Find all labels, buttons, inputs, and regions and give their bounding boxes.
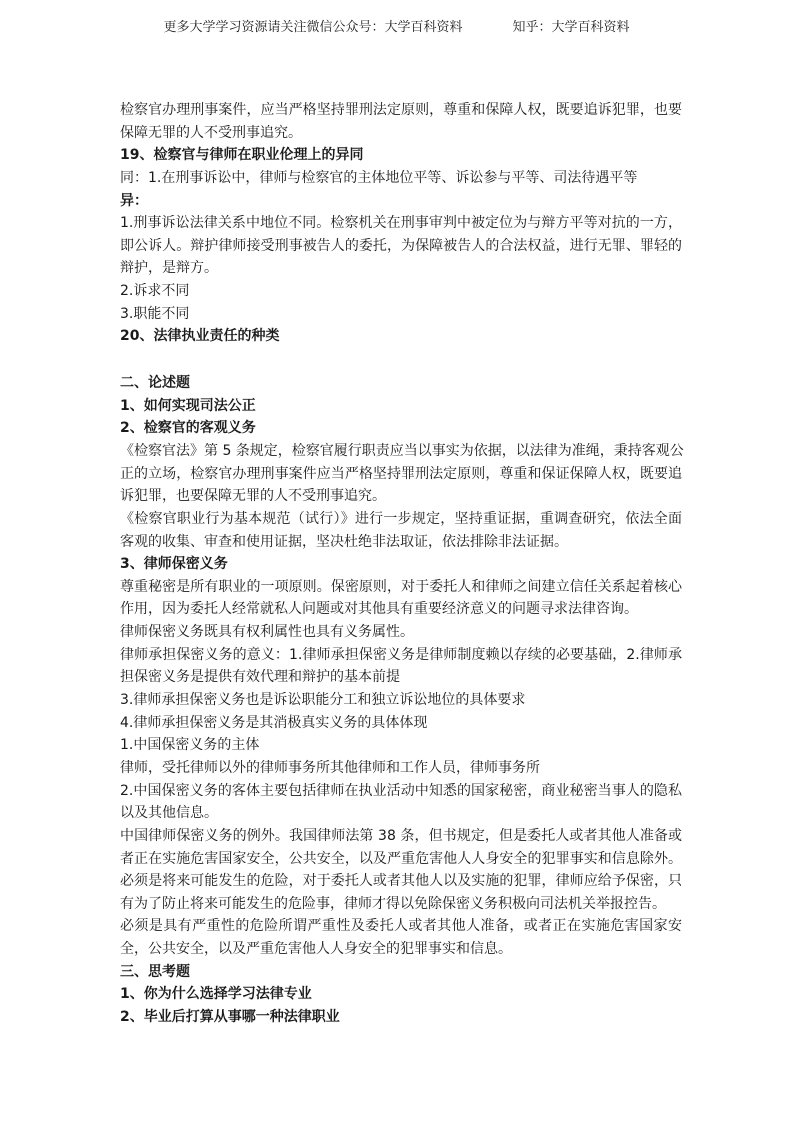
text-line: 客观的收集、审查和使用证据，坚决杜绝非法取证，依法排除非法证据。 <box>120 533 568 550</box>
section-heading <box>120 1006 682 1029</box>
paragraph <box>120 734 682 757</box>
text-line: 即公诉人。辩护律师接受刑事被告人的委托，为保障被告人的合法权益，进行无罪、罪轻的 <box>120 237 682 254</box>
paragraph <box>120 303 682 326</box>
text-line: 检察官办理刑事案件，应当严格坚持罪刑法定原则，尊重和保障人权，既要追诉犯罪，也要 <box>120 102 682 118</box>
text-line: 律师保密义务既具有权利属性也具有义务属性。 <box>120 624 414 641</box>
paragraph <box>120 508 682 553</box>
text-line: 尊重秘密是所有职业的一项原则。保密原则，对于委托人和律师之间建立信任关系起着核心 <box>120 578 682 595</box>
text-line: 异： <box>120 192 148 209</box>
text-line: 作用，因为委托人经常就私人问题或对其他具有重要经济意义的问题寻求法律咨询。 <box>120 601 638 618</box>
paragraph <box>120 167 682 190</box>
paragraph <box>120 440 682 508</box>
section-heading <box>120 417 682 440</box>
text-line: 中国律师保密义务的例外。我国律师法第 38 条，但书规定，但是委托人或者其他人准备或 <box>120 827 682 844</box>
text-line: 3、律师保密义务 <box>120 556 228 573</box>
text-line: 1.中国保密义务的主体 <box>120 737 260 754</box>
paragraph <box>120 644 682 689</box>
text-line: 二、论述题 <box>120 375 190 392</box>
text-line: 必须是具有严重性的危险所谓严重性及委托人或者其他人准备，或者正在实施危害国家安 <box>120 918 682 935</box>
text-line: 有为了防止将来可能发生的危险事，律师才得以免除保密义务积极向司法机关举报控告。 <box>120 895 666 912</box>
text-line: 2、检察官的客观义务 <box>120 420 256 437</box>
text-line: 19、检察官与律师在职业伦理上的异同 <box>120 147 364 164</box>
section-heading <box>120 395 682 418</box>
paragraph <box>120 757 682 780</box>
text-line: 保障无罪的人不受刑事追究。 <box>120 124 302 141</box>
section-heading <box>120 983 682 1006</box>
text-line: 者正在实施危害国家安全，公共安全，以及严重危害他人人身安全的犯罪事实和信息除外。 <box>120 850 682 867</box>
text-line: 必须是将来可能发生的危险，对于委托人或者其他人以及实施的犯罪，律师应给予保密，只 <box>120 873 682 890</box>
text-line: 3.律师承担保密义务也是诉讼职能分工和独立诉讼地位的具体要求 <box>120 692 526 709</box>
text-line: 律师承担保密义务的意义：1.律师承担保密义务是律师制度赖以存续的必要基础，2.律师承 <box>120 646 682 663</box>
text-line: 正的立场，检察官办理刑事案件应当严格坚持罪刑法定原则，尊重和保证保障人权，既要追 <box>120 465 682 482</box>
header-zhihu-notice: 知乎：大学百科资料 <box>512 20 630 35</box>
text-line: 诉犯罪，也要保障无罪的人不受刑事追究。 <box>120 488 386 505</box>
paragraph <box>120 212 682 280</box>
text-line: 4.律师承担保密义务是其消极真实义务的具体体现 <box>120 714 428 731</box>
paragraph <box>120 621 682 644</box>
text-line: 全，公共安全，以及严重危害他人人身安全的犯罪事实和信息。 <box>120 941 512 958</box>
document-body <box>120 99 682 1029</box>
paragraph <box>120 915 682 960</box>
section-heading <box>120 325 682 348</box>
text-line: 2、毕业后打算从事哪一种法律职业 <box>120 1008 340 1025</box>
paragraph <box>120 689 682 712</box>
text-line: 3.职能不同 <box>120 305 190 322</box>
text-line: 三、思考题 <box>120 963 190 980</box>
paragraph <box>120 576 682 621</box>
text-line: 2.中国保密义务的客体主要包括律师在执业活动中知悉的国家秘密，商业秘密当事人的隐私 <box>120 782 682 799</box>
text-line: 律师，受托律师以外的律师事务所其他律师和工作人员，律师事务所 <box>120 759 540 776</box>
text-line: 《检察官法》第 5 条规定，检察官履行职责应当以事实为依据，以法律为准绳，秉持客观公 <box>120 442 684 459</box>
text-line: 1.刑事诉讼法律关系中地位不同。检察机关在刑事审判中被定位为与辩方平等对抗的一方， <box>120 215 682 232</box>
blank-line <box>120 348 682 372</box>
section-heading <box>120 144 682 167</box>
paragraph <box>120 780 682 825</box>
paragraph <box>120 825 682 916</box>
text-line: 担保密义务是提供有效代理和辩护的基本前提 <box>120 669 400 686</box>
header-wechat-notice: 更多大学学习资源请关注微信公众号：大学百科资料 <box>163 20 463 35</box>
text-line: 同：1.在刑事诉讼中，律师与检察官的主体地位平等、诉讼参与平等、司法待遇平等 <box>120 169 638 186</box>
text-line: 1、你为什么选择学习法律专业 <box>120 986 312 1003</box>
section-heading <box>120 372 682 395</box>
paragraph <box>120 712 682 735</box>
section-heading <box>120 553 682 576</box>
paragraph <box>120 99 682 144</box>
text-line <box>120 348 682 372</box>
text-line: 1、如何实现司法公正 <box>120 397 256 414</box>
text-line: 2.诉求不同 <box>120 283 190 300</box>
section-heading <box>120 190 682 213</box>
paragraph <box>120 280 682 303</box>
text-line: 20、法律执业责任的种类 <box>120 328 280 345</box>
section-heading <box>120 961 682 984</box>
page-header <box>0 16 793 35</box>
text-line: 辩护，是辩方。 <box>120 260 218 277</box>
text-line: 《检察官职业行为基本规范（试行）》进行一步规定，坚持重证据，重调查研究，依法全面 <box>120 510 682 527</box>
text-line: 以及其他信息。 <box>120 805 218 822</box>
